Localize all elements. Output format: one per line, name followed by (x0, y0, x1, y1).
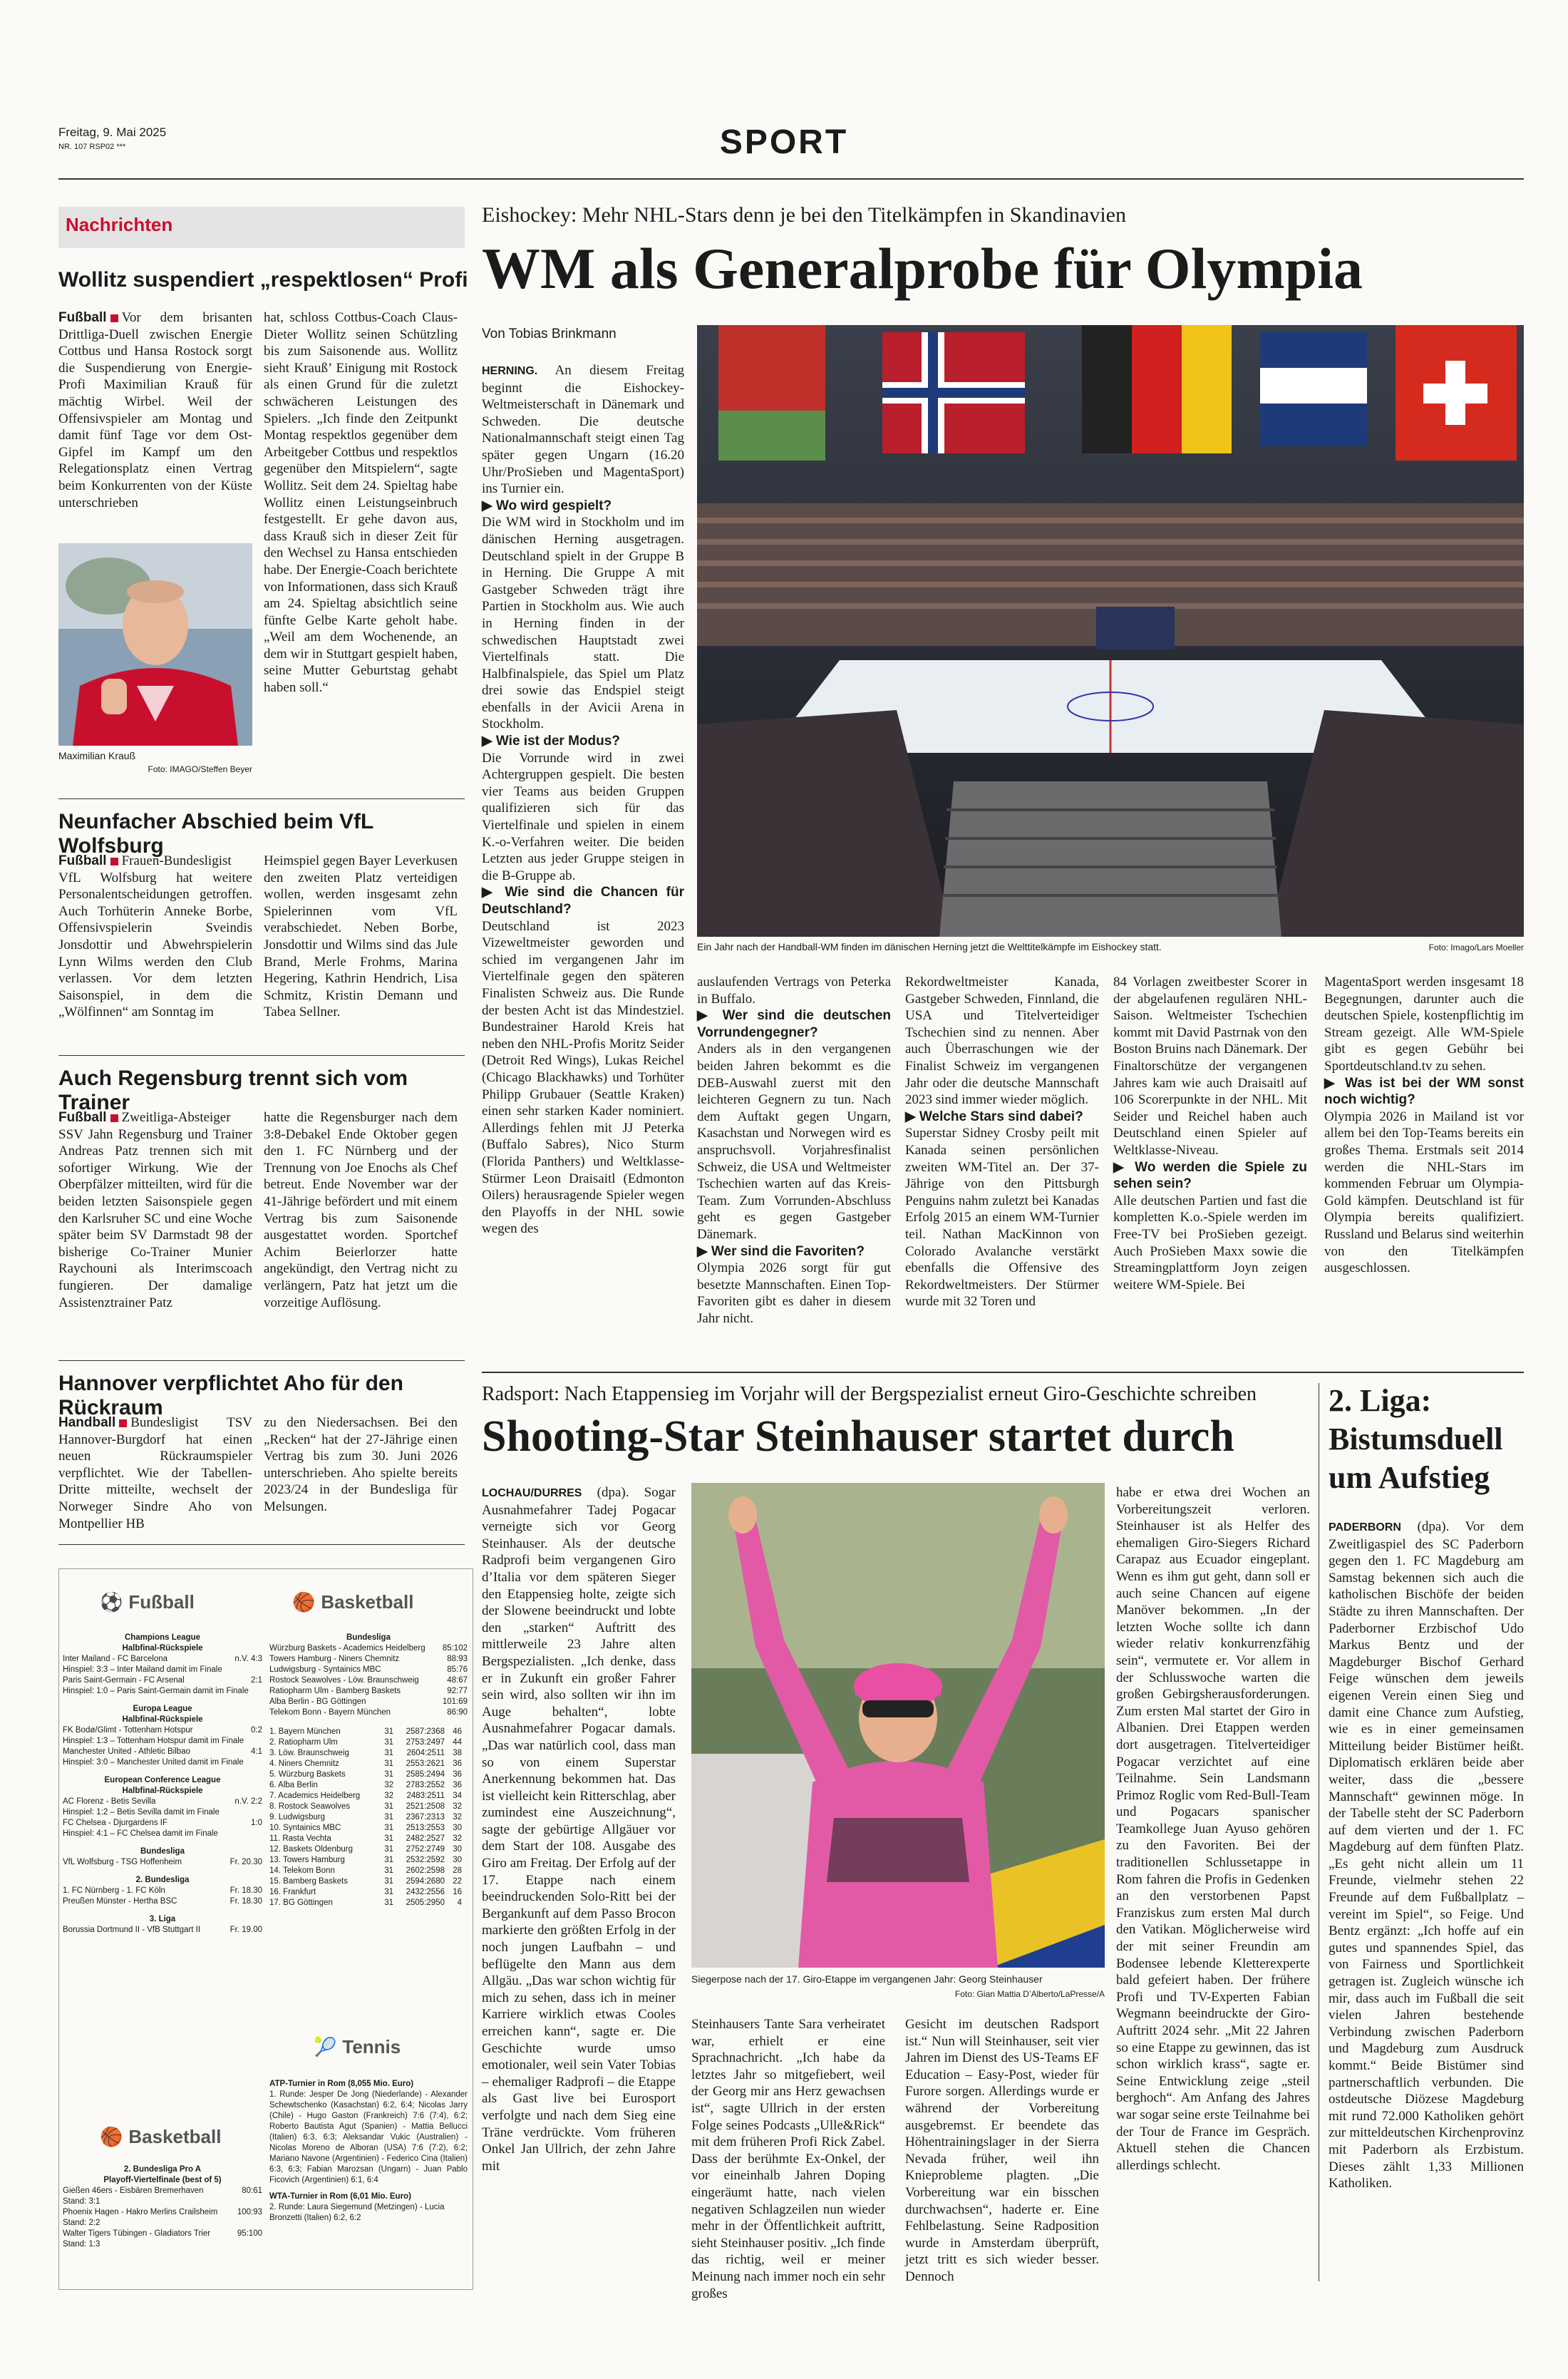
games: 31 (384, 1770, 393, 1779)
krauss-photo (58, 543, 252, 746)
issue-number: NR. 107 RSP02 *** (58, 143, 126, 151)
table-row (269, 1866, 468, 1876)
points: 30 (453, 1856, 462, 1864)
baskets: 2594:2680 (406, 1877, 445, 1886)
table-row (269, 1887, 468, 1898)
competition-round: Halbfinal-Rückspiele (122, 1787, 203, 1795)
baskets: 2521:2508 (406, 1802, 445, 1811)
news-item3-col2: hatte die Regensburger nach dem 3:8-Debakel Ende Oktober gegen den 1. FC Nürnberg und der Trennung von Joe Enochs als Chef betreut. Ende November war der 41-Jährige befördert und mit einem Vertrag bis zum Saisonende ausgestattet worden. Sportchef Achim Beierlorzer hatte angekündigt, den Vertrag nicht zu verlängern, Patz hat jetzt um die vorzeitige Auflösung. (264, 1110, 458, 1310)
table-row (269, 1844, 468, 1855)
basketball-results: Bundesliga Würzburg Baskets - Academics Heidelberg 85:102 Towers Hamburg - Niners Chemnitz 88:93 Ludwigsburg - Syntainics MBC 85:76 Rostock Seawolves - Löw. Braunschweig 48:67 Ratiopharm Ulm - Bamberg Baskets 92:77 Alba Berlin - BG Göttingen 101:69 Telekom Bonn - Bayern München 86:90 1. Bayern München 31 2587:2368 46 2. Ratiopharm Ulm 31 2753:2497 44 3. Löw. Braunschweig 31 2604:2511 38 4. Niners Chemnitz 31 2553:2621 36 5. Würzburg Baskets 31 2585:2494 36 6. Alba Berlin 32 2783:2552 36 7. Academics Heidelberg 32 2483:2511 34 8. Rostock Seawolves 31 2521:2508 32 9. Ludwigsburg 31 2367:2313 32 10. Syntainics MBC 31 2513:2553 30 11. Rasta Vechta 31 2482:2527 32 12. Baskets Oldenburg 31 2752:2749 30 13. Towers Hamburg 31 2532:2592 30 14. Telekom Bonn 31 2602:2598 28 15. Bamberg Baskets 31 2594:2680 22 16. Frankfurt 31 2432:2556 16 17. BG Göttingen 31 2505:2950 4 (269, 1633, 468, 1907)
result-value: 48:67 (447, 1676, 468, 1685)
result-label: Borussia Dortmund II - VfB Stuttgart II (63, 1926, 201, 1934)
hockey-question: ▶ Wie ist der Modus? (482, 734, 620, 749)
games: 31 (384, 1824, 393, 1832)
result-label: Hinspiel: 1:3 – Tottenham Hotspur damit im Finale (63, 1737, 244, 1745)
news-item3-col1: Fußball Zweitliga-Absteiger SSV Jahn Regensburg und Trainer Andreas Patz trennen sich mit sofortiger Wirkung. Wie der Oberpfälzer mitteilten, wird für die beiden letzten Saisonspiele gegen den Karlsruher SC und eine Woche später beim SV Darmstadt 98 der bisherige Co-Trainer Munier Raychouni als Interimscoach fungieren. Der damalige Assistenztrainer Patz (58, 1110, 252, 1310)
result-value: 92:77 (447, 1687, 468, 1695)
hockey-col2: auslaufenden Vertrags von Peterka in Buffalo. ▶ Wer sind die deutschen Vorrundengegner? Anders als in den vergangenen beiden Jahren bekommt es die DEB-Auswahl zuerst mit den leichteren Gegnern zu tun. Nach dem Auftakt gegen Ungarn, Kasachstan und Norwegen wird es anspruchsvoll. Vorjahresfinalist Schweiz, die USA und Weltmeister Tschechien warten auf das Kreis-Team. Zum Vorrunden-Abschluss geht es gegen Gastgeber Dänemark. ▶ Wer sind die Favoriten? Olympia 2026 sorgt für gut besetzte Mannschaften. Einen Top-Favoriten gibt es daher in diesem Jahr nicht. (697, 975, 891, 1326)
points: 34 (453, 1792, 462, 1800)
result-value: 4:1 (251, 1747, 262, 1756)
competition-title: Europa League (133, 1705, 192, 1713)
points: 4 (457, 1898, 462, 1907)
hockey-byline: Von Tobias Brinkmann (482, 327, 617, 341)
result-label: Hinspiel: 3:0 – Manchester United damit im Finale (63, 1758, 244, 1767)
play-arrow-icon: ▶ (1113, 1159, 1128, 1175)
giro-headline: Shooting-Star Steinhauser startet durch (482, 1412, 1234, 1461)
table-row (269, 1791, 468, 1802)
result-label: Stand: 1:3 (63, 2240, 100, 2249)
play-arrow-icon: ▶ (482, 885, 497, 900)
spacer (63, 1936, 262, 1943)
games: 32 (384, 1792, 393, 1800)
team-name: 17. BG Göttingen (269, 1898, 333, 1907)
tennis-head: 🎾 Tennis (314, 2036, 401, 2057)
games: 31 (384, 1738, 393, 1747)
result-row (63, 2186, 262, 2196)
result-label: Stand: 3:1 (63, 2197, 100, 2206)
points: 30 (453, 1824, 462, 1832)
team-name: 15. Bamberg Baskets (269, 1877, 348, 1886)
points: 32 (453, 1834, 462, 1843)
news-item3-title: Auch Regensburg trennt sich vom Trainer (58, 1067, 408, 1114)
hockey-headline: WM als Generalprobe für Olympia (482, 236, 1363, 301)
steinhauser-caption: Siegerpose nach der 17. Giro-Etappe im vergangenen Jahr: Georg Steinhauser (691, 1973, 1043, 1985)
result-row (269, 1665, 468, 1675)
result-value: Fr. 19.00 (229, 1926, 262, 1934)
result-row (63, 1686, 262, 1697)
games: 31 (384, 1727, 393, 1736)
basketball-head: 🏀 Basketball (292, 1591, 414, 1613)
news-item2-col2: Heimspiel gegen Bayer Leverkusen den zweiten Platz verteidigen wollen, werden insgesamt zehn Spielerinnen vom VfL verabschiedet. Neben Borbe, Jonsdottir und Wilms sind das Jule Brand, Merle Frohms, Marina Hegering, Kathrin Hendrich, Lisa Schmitz, Kristin Demann und Tabea Sellner. (264, 853, 458, 1020)
team-name: 1. Bayern München (269, 1727, 341, 1736)
result-label: Alba Berlin - BG Göttingen (269, 1697, 366, 1706)
team-name: 13. Towers Hamburg (269, 1856, 345, 1864)
result-row (63, 1757, 262, 1768)
result-row (269, 1654, 468, 1665)
spacer (63, 1768, 262, 1775)
liga2-headline: 2. Liga: Bistumsduell um Aufstieg (1329, 1383, 1503, 1495)
hockey-question: ▶ Wer sind die deutschen Vorrundengegner? (697, 1008, 891, 1040)
result-row (269, 1643, 468, 1654)
result-label: 1. FC Nürnberg - 1. FC Köln (63, 1886, 165, 1895)
table-row (269, 1748, 468, 1759)
result-value: 0:2 (251, 1726, 262, 1735)
result-label: Ludwigsburg - Syntainics MBC (269, 1665, 381, 1674)
result-label: Phoenix Hagen - Hakro Merlins Crailsheim (63, 2208, 218, 2216)
news-item1-col1: Fußball Vor dem brisanten Drittliga-Duell zwischen Energie Cottbus und Hansa Rostock sorgt die Suspendierung von Energie-Profi Maximilian Krauß für mächtig Wirbel. Weil der Offensivspieler am Montag und damit fünf Tage vor dem Ost-Gipfel im Kampf um den Relegationsplatz einen Vertrag beim Konkurrenten von der Küste unterschrieben (58, 310, 252, 510)
baskets: 2602:2598 (406, 1866, 445, 1875)
news-divider (58, 798, 465, 799)
giro-col1: LOCHAU/DURRES (dpa). Sogar Ausnahmefahrer Tadej Pogacar verneigte sich vor Georg Steinhauser. Als der deutsche Radprofi beim vergangenen Giro d’Italia vor dem späteren Sieger den Etappensieg holte, zeigte sich der Slowene beeindruckt und lobte den „starken“ Auftritt des mittlerweile 23 Jahre alten Bergspezialisten. „Ich denke, dass er in Zukunft ein großer Fahrer sein wird, also sollten wir ihn im Auge behalten“, lobte Ausnahmefahrer Pogacar damals. „Das war natürlich cool, dass man so von einem Superstar Anerkennung bekommen hat. Das ist vielleicht kein Ritterschlag, aber zumindest eine Auszeichnung“, sagte der gebürtige Allgäuer vor dem Start der 108. Ausgabe des Giro am Freitag. Der Erfolg auf der 17. Etappe nach einem beeindruckenden Solo-Ritt bei der Bergankunft auf dem Passo Brocon markierte den größten Erfolg in der noch jungen Laufbahn – und beflügelte den Mann aus dem Allgäu. „Das war schon wichtig für mich zu sehen, dass ich in meiner Karriere wirklich etwas Cooles erreichen kann“, sagte er. Die Geschichte wurde umso emotionaler, weil sein Vater Tobias – ehemaliger Radprofi – die Etappe als Gast live bei Eurosport verfolgte und nach dem Sieg eine Träne verdrückte. Vom früheren Onkel Jan Ullrich, der zehn Jahre mit (482, 1485, 676, 2174)
competition-title: 2. Bundesliga (135, 1876, 190, 1884)
result-label: Hinspiel: 1:0 – Paris Saint-Germain damit im Finale (63, 1687, 249, 1695)
steinhauser-credit: Foto: Gian Mattia D’Alberto/LaPresse/A (954, 1989, 1105, 1999)
baskets: 2505:2950 (406, 1898, 445, 1907)
red-square-icon (110, 314, 118, 322)
hockey-col4: 84 Vorlagen zweitbester Scorer in der abgelaufenen regulären NHL-Saison. Weltmeister Tschechien kommt mit David Pastrnak von den Boston Bruins nach Dänemark. Der Finaltorschütze der vergangenen Jahres kam wie auch Draisaitl auf 106 Scorerpunkte in der NHL. Mit Seider und Reichel haben auch Deutschland einen Spieler auf Weltklasse-Niveau. ▶ Wo werden die Spiele zu sehen sein? Alle deutschen Partien und fast die kompletten K.o.-Spiele werden im Free-TV bei ProSieben gezeigt. Auch ProSieben Maxx sowie die Streamingplattform Joyn zeigen weitere WM-Spiele. Bei (1113, 975, 1307, 1293)
result-label: Gießen 46ers - Eisbären Bremerhaven (63, 2187, 204, 2195)
games: 31 (384, 1898, 393, 1907)
points: 28 (453, 1866, 462, 1875)
result-value: 100:93 (237, 2208, 262, 2216)
play-arrow-icon: ▶ (697, 1008, 713, 1024)
baskets: 2553:2621 (406, 1759, 445, 1768)
result-value: 95:100 (237, 2229, 262, 2238)
table-row (269, 1802, 468, 1812)
masthead-rule (58, 178, 1524, 180)
table-row (269, 1759, 468, 1769)
result-label: Paris Saint-Germain - FC Arsenal (63, 1676, 185, 1685)
news-divider (58, 1544, 465, 1545)
team-name: 14. Telekom Bonn (269, 1866, 335, 1875)
news-divider (58, 1055, 465, 1056)
hockey-kicker: Eishockey: Mehr NHL-Stars denn je bei den Titelkämpfen in Skandinavien (482, 203, 1126, 227)
team-name: 11. Rasta Vechta (269, 1834, 331, 1843)
games: 31 (384, 1813, 393, 1821)
hockey-question: ▶ Was ist bei der WM sonst noch wichtig? (1324, 1075, 1524, 1108)
table-row (269, 1812, 468, 1823)
team-name: 2. Ratiopharm Ulm (269, 1738, 338, 1747)
result-label: Inter Mailand - FC Barcelona (63, 1655, 168, 1663)
result-value: 80:61 (242, 2187, 262, 2195)
basketball-icon: 🏀 (100, 2126, 123, 2147)
baskets: 2585:2494 (406, 1770, 445, 1779)
news-item4-col2: zu den Niedersachsen. Bei den „Recken“ hat der 27-Jährige einen Vertrag bis zum 30. Juni 2026 unterschrieben. Aho spielte bereits 2023/24 in der Bundesliga für Melsungen. (264, 1415, 458, 1514)
hockey-photo-credit: Foto: Imago/Lars Moeller (1428, 942, 1524, 952)
basketball2-head: 🏀 Basketball (100, 2126, 222, 2147)
result-value: n.V. 2:2 (234, 1797, 262, 1806)
competition-round: Halbfinal-Rückspiele (122, 1715, 203, 1724)
red-square-icon (110, 1114, 118, 1122)
baskets: 2432:2556 (406, 1888, 445, 1896)
hockey-photo-caption: Ein Jahr nach der Handball-WM finden im dänischen Herning jetzt die Welttitelkämpfe im Eishockey statt. (697, 941, 1162, 952)
result-row (269, 1697, 468, 1707)
team-name: 5. Würzburg Baskets (269, 1770, 346, 1779)
result-value: n.V. 4:3 (234, 1655, 262, 1663)
result-row (63, 2207, 262, 2218)
hockey-dateline: HERNING. (482, 365, 538, 377)
competition-title: European Conference League (104, 1776, 221, 1784)
points: 46 (453, 1727, 462, 1736)
baskets: 2587:2368 (406, 1727, 445, 1736)
result-label: Manchester United - Athletic Bilbao (63, 1747, 190, 1756)
games: 31 (384, 1759, 393, 1768)
table-row (269, 1834, 468, 1844)
points: 36 (453, 1770, 462, 1779)
result-row (63, 1807, 262, 1818)
result-row (63, 1665, 262, 1675)
result-label: Rostock Seawolves - Löw. Braunschweig (269, 1676, 419, 1685)
result-row (63, 2229, 262, 2239)
table-row (269, 1855, 468, 1866)
hockey-col1: HERNING. An diesem Freitag beginnt die Eishockey-Weltmeisterschaft in Dänemark und Schweden. Die deutsche Nationalmannschaft steigt einen Tag später gegen Ungarn (16.20 Uhr/ProSieben und MagentaSport) ins Turnier ein. ▶ Wo wird gespielt? Die WM wird in Stockholm und im dänischen Herning ausgetragen. Deutschland spielt in der Gruppe B in Herning. Die Gruppe A mit Gastgeber Schweden trägt ihre Partien in Stockholm aus. Wie auch in Herning finden in der schwedischen Hauptstadt zwei Viertelfinals statt. Die Halbfinalspiele, das Spiel um Platz drei sowie das Endspiel steigt ebenfalls in der Avicii Arena in Stockholm. ▶ Wie ist der Modus? Die Vorrunde wird in zwei Achtergruppen gespielt. Die besten vier Teams aus beiden Gruppen qualifizieren sich für das Viertelfinale und spielen in einem K.-o-Verfahren weiter. Die beiden Letzten aus jeder Gruppe steigen in die B-Gruppe ab. ▶ Wie sind die Chancen für Deutschland? Deutschland ist 2023 Vizeweltmeister geworden und schied im vergangenen Jahr im Viertelfinale gegen den späteren Finalisten Schweiz aus. Die Runde der besten Acht ist das Mindestziel. Bundestrainer Harold Kreis hat neben den NHL-Profis Moritz Seider (Detroit Red Wings), Lukas Reichel (Chicago Blackhawks) und Torhüter Philipp Grubauer (Seattle Kraken) einen sehr starken Kader nominiert. Allerdings fehlen mit JJ Peterka (Buffalo Sabres), Nico Sturm (Florida Panthers) und Weltklasse-Stürmer Leon Draisaitl (Edmonton Oilers) herausragende Spieler wegen den Playoffs in der NHL sowie wegen des (482, 363, 685, 1237)
play-arrow-icon: ▶ (482, 734, 492, 749)
news-item2-title: Neunfacher Abschied beim VfL Wolfsburg (58, 810, 373, 858)
table-row (269, 1780, 468, 1791)
krauss-credit: Foto: IMAGO/Steffen Beyer (148, 764, 252, 774)
result-row (63, 1896, 262, 1907)
tennis-racket-icon: 🎾 (314, 2036, 337, 2057)
spacer (63, 1697, 262, 1704)
soccer-player-icon: ⚽ (100, 1591, 123, 1613)
fussball-results (63, 1633, 262, 1943)
result-value: Fr. 18.30 (229, 1897, 262, 1906)
hockey-arena-photo (697, 325, 1524, 937)
news-divider (58, 1360, 465, 1361)
liga2-dateline: PADERBORN (1329, 1521, 1401, 1533)
result-row (63, 1736, 262, 1747)
news-item1-col2: hat, schloss Cottbus-Coach Claus-Dieter Wollitz seinen Schützling bis zum Saisonende aus. Wollitz sieht Krauß’ Einigung mit Rostock als einen Grund für die zuletzt schwächeren Leistungen des Spielers. „Ich finde den Zeitpunkt Montag respektlos gegenüber dem Arbeitgeber Cottbus und respektlos gegenüber den Mitspielern“, sagte Wollitz. Seit dem 24. Spieltag habe Wollitz einen Leistungseinbruch festgestellt. Er gehe davon aus, dass Krauß sich in dieser Zeit für den Wechsel zu Hansa entschieden habe. Der Energie-Coach berichtete von Informationen, dass sich Krauß am 24. Spieltag absichtlich seine fünfte Gelbe Karte geholt habe. „Weil am dem Wochenende, an dem wir in Stuttgart gespielt haben, seine Mutter Geburtstag gehabt haben soll.“ (264, 310, 458, 696)
spacer (63, 1868, 262, 1875)
result-row (63, 1725, 262, 1736)
table-row (269, 1898, 468, 1908)
hockey-col5: MagentaSport werden insgesamt 18 Begegnungen, darunter auch die deutschen Spiele, kostenpflichtig im Stream gezeigt. Alle WM-Spiele gibt es gegen Gebühr bei Sportdeutschland.tv zu sehen. ▶ Was ist bei der WM sonst noch wichtig? Olympia 2026 in Mailand ist vor allem bei den Top-Teams bereits ein großes Thema. Erstmals seit 2014 werden die NHL-Stars im kommenden Februar um Olympia-Gold kämpfen. Deutschland ist für Olympia bereits qualifiziert. Russland und Belarus sind weiterhin von den Titelkämpfen ausgeschlossen. (1324, 975, 1524, 1276)
news-item2-col1: Fußball Frauen-Bundesligist VfL Wolfsburg hat weitere Personalentscheidungen getroffen. Auch Torhüterin Anneke Borbe, Offensivspielerin Sveindis Jonsdottir und Abwehrspielerin Lynn Wilms werden den Club verlassen. Vor dem letzten Saisonspiel, in dem die „Wölfinnen“ am Sonntag im (58, 853, 252, 1020)
team-name: 8. Rostock Seawolves (269, 1802, 351, 1811)
team-name: 4. Niners Chemnitz (269, 1759, 339, 1768)
games: 31 (384, 1845, 393, 1854)
points: 32 (453, 1813, 462, 1821)
result-value: 85:102 (442, 1644, 468, 1653)
hockey-col3: Rekordweltmeister Kanada, Gastgeber Schweden, Finnland, die USA und Titelverteidiger Tschechien sind zu nennen. Aber auch Überraschungen wie der Finalist Schweiz im vergangenen Jahr oder die deutsche Mannschaft 2023 sind immer wieder möglich. ▶ Welche Stars sind dabei? Superstar Sidney Crosby peilt mit Kanada seinen persönlichen zweiten WM-Titel an. Der 37-Jährige von den Pittsburgh Penguins nahm zuletzt bei Kanadas Erfolg 2015 an einem WM-Turnier teil. Nathan MacKinnon von Colorado Avalanche verstärkt ebenfalls die Offensive des Rekordweltmeisters. Der Stürmer wurde mit 32 Toren und (905, 975, 1099, 1310)
hockey-question: ▶ Wie sind die Chancen für Deutschland? (482, 885, 684, 917)
result-row (269, 1707, 468, 1718)
result-row (63, 2218, 262, 2229)
result-value: 1:0 (251, 1819, 262, 1827)
giro-col4: habe er etwa drei Wochen an Vorbereitungszeit verloren. Steinhauser ist als Helfer des ehemaligen Giro-Siegers Richard Carapaz aus Ecuador eingeplant. Wenn es ihm gut geht, dann soll er auch seine Chancen auf eigene Manöver bekommen. „In der letzten Woche sollte ich dann wieder relativ konkurrenzfähig sein“, vermutete er. Vor allem in der Schlusswoche warten die großen Gebirgsherausforderungen. Zum ersten Mal startet der Giro in Albanien. Drei Etappen werden dort ausgetragen. Titelverteidiger Pogacar verzichtet auf eine Teilnahme. Sein Landsmann Primoz Roglic vom Red-Bull-Team und Pogacars spanischer Teamkollege Juan Ayuso gehören zu den Favoriten. Bei der traditionellen Schlussetappe in Rom fahren die Profis in Gedenken an den verstorbenen Papst Franziskus zum ersten Mal durch den Vatikan. Möglicherweise wird der mit seiner Freundin am Bodensee lebende Kletterexperte bald gefeiert haben. Der frühere Profi und TV-Experten Fabian Wegmann beeindruckte der Giro-Auftritt 2024 sehr. „Mit 22 Jahren so eine Etappe zu gewinnen, das ist schon wirklich krass“, sagte er. Seine Entwicklung zeige „steil berghoch“. Am Anfang des Jahres war sogar seine erste Teilnahme bei der Tour de France im Gespräch. Aktuell stehen die Chancen allerdings schlecht. (1116, 1485, 1310, 2173)
team-name: 9. Ludwigsburg (269, 1813, 325, 1821)
result-row (63, 1654, 262, 1665)
points: 32 (453, 1802, 462, 1811)
baskets: 2532:2592 (406, 1856, 445, 1864)
points: 22 (453, 1877, 462, 1886)
steinhauser-photo (691, 1483, 1105, 1968)
games: 31 (384, 1749, 393, 1757)
result-row (63, 2239, 262, 2250)
hockey-question: ▶ Wer sind die Favoriten? (697, 1243, 865, 1259)
games: 31 (384, 1866, 393, 1875)
result-row (63, 1675, 262, 1686)
result-value: 101:69 (442, 1697, 468, 1706)
fussball-head: ⚽ Fußball (100, 1591, 195, 1613)
hockey-question: ▶ Wo wird gespielt? (482, 498, 612, 513)
result-label: FC Chelsea - Djurgardens IF (63, 1819, 167, 1827)
table-row (269, 1727, 468, 1737)
result-row (63, 1857, 262, 1868)
competition-title: 3. Liga (149, 1915, 176, 1923)
team-name: 6. Alba Berlin (269, 1781, 318, 1789)
result-row (63, 1797, 262, 1807)
competition-round: Halbfinal-Rückspiele (122, 1644, 203, 1653)
result-row (63, 2196, 262, 2207)
result-label: FK Bodø/Glimt - Tottenham Hotspur (63, 1726, 193, 1735)
result-label: Towers Hamburg - Niners Chemnitz (269, 1655, 400, 1663)
play-arrow-icon: ▶ (482, 498, 492, 513)
result-value: 85:76 (447, 1665, 468, 1674)
result-row (63, 1747, 262, 1757)
points: 44 (453, 1738, 462, 1747)
team-name: 10. Syntainics MBC (269, 1824, 341, 1832)
points: 30 (453, 1845, 462, 1854)
result-label: AC Florenz - Betis Sevilla (63, 1797, 156, 1806)
points: 38 (453, 1749, 462, 1757)
points: 16 (453, 1888, 462, 1896)
points: 36 (453, 1781, 462, 1789)
result-label: Hinspiel: 4:1 – FC Chelsea damit im Finale (63, 1829, 218, 1838)
result-value: 88:93 (447, 1655, 468, 1663)
hockey-bottom-rule (482, 1372, 1524, 1373)
baskets: 2752:2749 (406, 1845, 445, 1854)
play-arrow-icon: ▶ (1324, 1075, 1339, 1091)
table-row (269, 1823, 468, 1834)
basketball-icon: 🏀 (292, 1591, 316, 1613)
spacer (63, 1907, 262, 1914)
result-row (63, 1925, 262, 1936)
giro-col3: Gesicht im deutschen Radsport ist.“ Nun will Steinhauser, seit vier Jahren im Dienst des US-Teams EF Education – Easy-Post, wieder für Furore sorgen. Allerdings wurde er während der Vorbereitung ausgebremst. Er beendete das Höhentrainingslager in der Sierra Nevada früher, weil ihn Knieprobleme plagten. „Die Vorbereitung war ein bisschen durchwachsen“, haderte er. Eine Fehlbelastung. Seine Radposition wurde in Amsterdam überprüft, jetzt tritt es sich wieder besser. Dennoch (905, 2017, 1099, 2284)
team-name: 16. Frankfurt (269, 1888, 316, 1896)
baskets: 2367:2313 (406, 1813, 445, 1821)
krauss-caption: Maximilian Krauß (58, 750, 136, 761)
team-name: 3. Löw. Braunschweig (269, 1749, 349, 1757)
issue-date: Freitag, 9. Mai 2025 (58, 125, 167, 139)
result-label: Würzburg Baskets - Academics Heidelberg (269, 1644, 425, 1653)
result-label: Hinspiel: 3:3 – Inter Mailand damit im Finale (63, 1665, 222, 1674)
table-row (269, 1737, 468, 1748)
news-item1-title: Wollitz suspendiert „respektlosen“ Profi (58, 268, 468, 292)
baskets: 2513:2553 (406, 1824, 445, 1832)
team-name: 7. Academics Heidelberg (269, 1792, 361, 1800)
giro-dateline: LOCHAU/DURRES (482, 1487, 582, 1499)
result-row (269, 1675, 468, 1686)
section-title: SPORT (719, 123, 849, 161)
result-row (269, 1686, 468, 1697)
result-value: 86:90 (447, 1708, 468, 1717)
giro-kicker: Radsport: Nach Etappensieg im Vorjahr will der Bergspezialist erneut Giro-Geschichte schreiben (482, 1383, 1257, 1405)
games: 32 (384, 1781, 393, 1789)
news-item4-col1: Handball Bundesligist TSV Hannover-Burgdorf hat einen neuen Rückraumspieler verpflichtet. Wie der Tabellen-Dritte mitteilte, wechselt der Norweger Sindre Aho von Montpellier HB (58, 1415, 252, 1531)
news-label: Nachrichten (66, 214, 173, 235)
games: 31 (384, 1802, 393, 1811)
baskets: 2753:2497 (406, 1738, 445, 1747)
result-row (63, 1829, 262, 1839)
games: 31 (384, 1888, 393, 1896)
giro-col2: Steinhausers Tante Sara verheiratet war, erhielt er eine Sprachnachricht. „Ich habe da letztes Jahr so mitgefiebert, weil der Georg mir ans Herz gewachsen ist“, sagte Ullrich in der ersten Folge seines Podcasts „Ulle&Rick“ mit dem früheren Profi Rick Zabel. Dass der berühmte Ex-Onkel, der vor eineinhalb Jahren Doping eingeräumt hatte, nach vielen negativen Schlagzeilen nun wieder mehr in der Öffentlichkeit auftritt, sieht Steinhauser positiv. „Ich finde das richtig, weil er meiner Meinung nach immer noch ein sehr großes (691, 2017, 885, 2301)
news-item4-title: Hannover verpflichtet Aho für den Rückraum (58, 1372, 403, 1419)
competition-title: Champions League (124, 1633, 201, 1642)
games: 31 (384, 1834, 393, 1843)
liga2-text: PADERBORN (dpa). Vor dem Zweitligaspiel des SC Paderborn gegen den 1. FC Magdeburg am Samstag bekennen sich auch die katholischen Bischöfe der beiden Städte zu ihren Mannschaften. Der Paderborner Erzbischof Udo Markus Bentz und der Magdeburger Bischof Gerhard Feige wünschen dem jeweils eigenen Verein einen Sieg und damit eine Chance zum Aufstieg, wie es in einer gemeinsamen Mitteilung beider Bistümer heißt. Diplomatisch erklären beide aber weiter, dass die „bessere Mannschaft“ gewinnen möge. In der Tabelle steht der SC Paderborn auf dem vierten und der 1. FC Magdeburg auf dem fünften Platz. „Es geht nicht allein um 11 Freunde, vielmehr stehen 22 Freunde auf dem Fußballplatz – vereint im Spiel“, so Feige. Und Bentz ergänzt: „Ich hoffe auf ein gutes und spannendes Spiel, das von Fairness und Sportlichkeit getragen ist. Zugleich wünsche ich mir, dass auch im Fußball die seit vielen Jahren bestehende Verbindung zwischen Paderborn und Magdeburg zum Ausdruck kommt.“ Beide Bistümer sind partnerschaftlich verbunden. Die ostdeutsche Diözese Magdeburg mit rund 72.000 Katholiken gehört zur mitteldeutschen Kirchenprovinz mit Paderborn als Erzbistum. Dieses zählt 1,33 Millionen Katholiken. (1329, 1519, 1524, 2192)
result-row (63, 1886, 262, 1896)
play-arrow-icon: ▶ (697, 1243, 708, 1259)
result-label: VfL Wolfsburg - TSG Hoffenheim (63, 1858, 182, 1866)
hockey-question: ▶ Wo werden die Spiele zu sehen sein? (1113, 1159, 1307, 1192)
table-row (269, 1769, 468, 1780)
baskets: 2783:2552 (406, 1781, 445, 1789)
hockey-question: ▶ Welche Stars sind dabei? (905, 1109, 1083, 1124)
games: 31 (384, 1856, 393, 1864)
games: 31 (384, 1877, 393, 1886)
baskets: 2604:2511 (406, 1749, 445, 1757)
news-item1-lead: Fußball (58, 310, 107, 325)
tennis-results: ATP-Turnier in Rom (8,055 Mio. Euro) 1. Runde: Jesper De Jong (Niederlande) - Alexander Schewtschenko (Kasachstan) 6:2, 6:4; Nicolas Jarry (Chile) - Hugo Gaston (Frankreich) 7:6 (7:4), 6:2; Roberto Bautista Agut (Spanien) - Mattia Bellucci (Italien) 6:3, 6:3; Aleksandar Vukic (Australien) - Nicolas Moreno de Alboran (USA) 7:6 (7:2), 6:2; Mariano Navone (Argentinien) - Federico Cina (Italien) 6:3, 6:3; Fabian Marozsan (Ungarn) - Juan Pablo Ficovich (Argentinien) 6:1, 6:4 WTA-Turnier in Rom (6,01 Mio. Euro) 2. Runde: Laura Siegemund (Metzingen) - Lucia Bronzetti (Italien) 6:2, 6:2 (269, 2080, 468, 2222)
result-row (63, 1818, 262, 1829)
result-label: Stand: 2:2 (63, 2219, 100, 2227)
baskets: 2482:2527 (406, 1834, 445, 1843)
result-value: Fr. 20.30 (229, 1858, 262, 1866)
result-label: Ratiopharm Ulm - Bamberg Baskets (269, 1687, 401, 1695)
result-label: Walter Tigers Tübingen - Gladiators Trier (63, 2229, 211, 2238)
team-name: 12. Baskets Oldenburg (269, 1845, 353, 1854)
red-square-icon (110, 858, 118, 865)
result-label: Telekom Bonn - Bayern München (269, 1708, 391, 1717)
result-label: Hinspiel: 1:2 – Betis Sevilla damit im Finale (63, 1808, 220, 1817)
result-value: Fr. 18.30 (229, 1886, 262, 1895)
baskets: 2483:2511 (406, 1792, 445, 1800)
red-square-icon (119, 1419, 127, 1427)
news-label-box (58, 207, 465, 248)
competition-title: Bundesliga (140, 1847, 185, 1856)
spacer (63, 1839, 262, 1846)
basketball2-results: 2. Bundesliga Pro A Playoff-Viertelfinale (best of 5) Gießen 46ers - Eisbären Bremerhaven 80:61 Stand: 3:1 Phoenix Hagen - Hakro Merlins Crailsheim 100:93 Stand: 2:2 Walter Tigers Tübingen - Gladiators Trier 95:100 Stand: 1:3 (63, 2165, 262, 2249)
play-arrow-icon: ▶ (905, 1109, 916, 1124)
points: 36 (453, 1759, 462, 1768)
result-value: 2:1 (251, 1676, 262, 1685)
result-label: Preußen Münster - Hertha BSC (63, 1897, 177, 1906)
table-row (269, 1876, 468, 1887)
